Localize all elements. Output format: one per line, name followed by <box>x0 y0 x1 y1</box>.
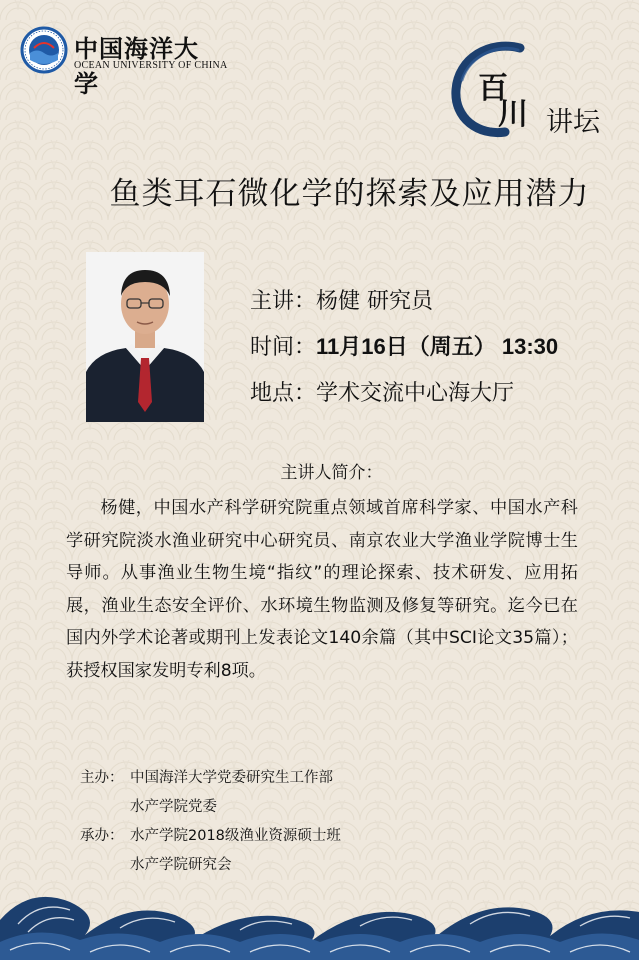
bio-text: 杨健，中国水产科学研究院重点领域首席科学家、中国水产科学研究院淡水渔业研究中心研究员、南京农业大学渔业学院博士生导师。从事渔业生物生境“指纹”的理论探索、技术研发、应用拓展，渔业生态安全评价、水环境生物监测及修复等研究。迄今已在国内外学术论著或期刊上发表论文140余篇（其中SCI论文35篇）；获授权国家发明专利8项。 <box>66 498 578 681</box>
place-label: 地点： <box>250 381 317 406</box>
bio-heading: 主讲人简介： <box>280 463 383 483</box>
university-name-cn: 中国海洋大学 <box>74 34 199 98</box>
time-line <box>250 330 558 361</box>
university-name-en: OCEAN UNIVERSITY OF CHINA <box>74 60 228 71</box>
speaker-value: 杨健 研究员 <box>316 289 434 314</box>
forum-logo <box>450 40 610 150</box>
host-org-2: 水产学院党委 <box>130 799 217 815</box>
speaker-label: 主讲： <box>250 289 317 314</box>
co-host-org-1: 水产学院2018级渔业资源硕士班 <box>130 828 341 844</box>
place-value: 学术交流中心海大厅 <box>316 381 515 406</box>
svg-text:川: 川 <box>498 97 528 132</box>
place-line <box>250 376 514 407</box>
speaker-line <box>250 284 433 315</box>
host-org-1: 中国海洋大学党委研究生工作部 <box>130 770 333 786</box>
speaker-photo <box>86 252 204 422</box>
forum-label: 讲坛 <box>546 107 600 138</box>
svg-text:百: 百 <box>478 71 508 106</box>
host-label: 主办： <box>80 770 124 786</box>
forum-brush-logo-icon <box>450 40 545 140</box>
university-emblem-icon <box>20 26 68 74</box>
lecture-title: 鱼类耳石微化学的探索及应用潜力 <box>109 176 590 212</box>
co-host-org-2: 水产学院研究会 <box>130 857 232 873</box>
time-value: 11月16日（周五） 13:30 <box>316 334 559 359</box>
university-logo <box>20 26 228 98</box>
wave-decoration <box>0 880 639 960</box>
co-host-label: 承办： <box>80 828 124 844</box>
time-label: 时间： <box>250 335 317 360</box>
